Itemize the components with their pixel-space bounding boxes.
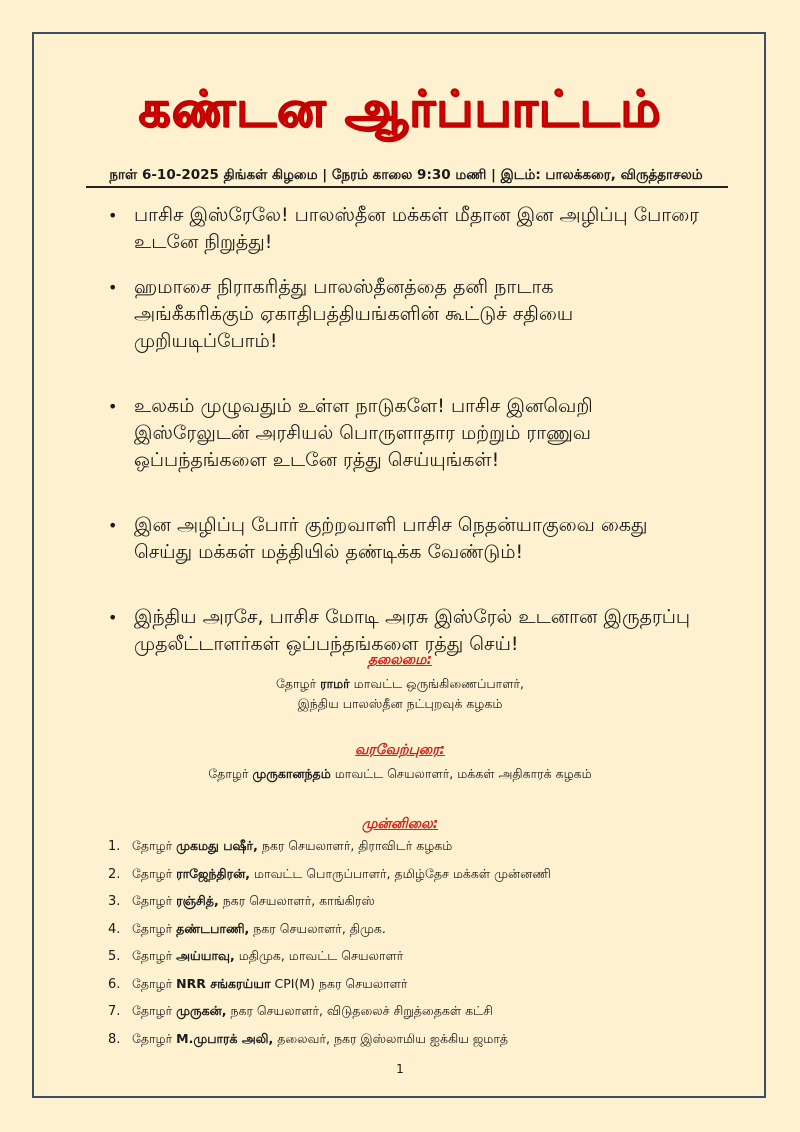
list-item: 5. தோழர் அய்யாவு, மதிமுக, மாவட்ட செயலாளர் xyxy=(108,948,404,964)
welcome-heading: வரவேற்புரை: xyxy=(355,742,445,758)
list-item: 3. தோழர் ரஞ்சித், நகர செயலாளர், காங்கிரஸ் xyxy=(108,893,375,909)
leadership-list xyxy=(108,836,708,1056)
leadership-heading: முன்னிலை: xyxy=(361,816,439,832)
demand-item: • ஹமாசை நிராகரித்து பாலஸ்தீனத்தை தனி நாடாக அங்கீகரிக்கும் ஏகாதிபத்தியங்களின் கூட்டுச் சதியை முறியடிப்போம்! xyxy=(108,276,574,352)
page-title: கண்டன ஆர்ப்பாட்டம் xyxy=(138,80,662,138)
list-item: 4. தோழர் தண்டபாணி, நகர செயலாளர், திமுக. xyxy=(108,920,386,937)
divider xyxy=(86,186,728,188)
list-item: 6. தோழர் NRR சங்கரய்யா CPI(M) நகர செயலாளர் xyxy=(108,975,408,992)
demands-list xyxy=(108,202,708,658)
presidency-heading: தலைமை: xyxy=(367,652,433,668)
list-item: 8. தோழர் M.முபாரக் அலி, தலைவர், நகர இஸ்லாமிய ஐக்கிய ஜமாத் xyxy=(108,1030,509,1047)
welcome-details: தோழர் முருகானந்தம் மாவட்ட செயலாளர், மக்கள் அதிகாரக் கழகம் xyxy=(208,766,592,781)
page-number: 1 xyxy=(396,1062,404,1076)
event-details: நாள் 6-10-2025 திங்கள் கிழமை | நேரம் காலை 9:30 மணி | இடம்: பாலக்கரை, விருத்தாசலம் xyxy=(109,167,703,183)
presidency-name: ராமர் xyxy=(320,676,350,691)
demand-item: • பாசிச இஸ்ரேலே! பாலஸ்தீன மக்கள் மீதான இன அழிப்பு போரை உடனே நிறுத்து! xyxy=(108,204,700,253)
bullet-icon: • xyxy=(108,206,118,225)
list-item: 2. தோழர் ராஜேந்திரன், மாவட்ட பொருப்பாளர், தமிழ்தேச மக்கள் முன்னணி xyxy=(108,865,551,882)
bullet-icon: • xyxy=(108,397,118,416)
demand-item: • உலகம் முழுவதும் உள்ள நாடுகளே! பாசிச இனவெறி இஸ்ரேலுடன் அரசியல் பொருளாதார மற்றும் ராணுவ ஒப்பந்தங்களை உடனே ரத்து செய்யுங்கள்! xyxy=(108,395,593,471)
presidency-details: தோழர் ராமர் மாவட்ட ஒருங்கிணைப்பாளர், இந்திய பாலஸ்தீன நட்புறவுக் கழகம் xyxy=(275,676,524,711)
list-item: 1. தோழர் முகமது பஷீர், நகர செயலாளர், திராவிடர் கழகம் xyxy=(108,838,453,854)
bullet-icon: • xyxy=(108,608,118,627)
demand-item: • இந்திய அரசே, பாசிச மோடி அரசு இஸ்ரேல் உடனான இருதரப்பு முதலீட்டாளர்கள் ஒப்பந்தங்களை ரத்து செய்! xyxy=(108,606,691,655)
list-item: 7. தோழர் முருகன், நகர செயலாளர், விடுதலைச் சிறுத்தைகள் கட்சி xyxy=(108,1003,493,1019)
welcome-name: முருகானந்தம் xyxy=(252,766,331,781)
bullet-icon: • xyxy=(108,516,118,535)
demand-item: • இன அழிப்பு போர் குற்றவாளி பாசிச நெதன்யாகுவை கைது செய்து மக்கள் மத்தியில் தண்டிக்க வேண்டும்! xyxy=(108,514,648,563)
bullet-icon: • xyxy=(108,278,118,297)
